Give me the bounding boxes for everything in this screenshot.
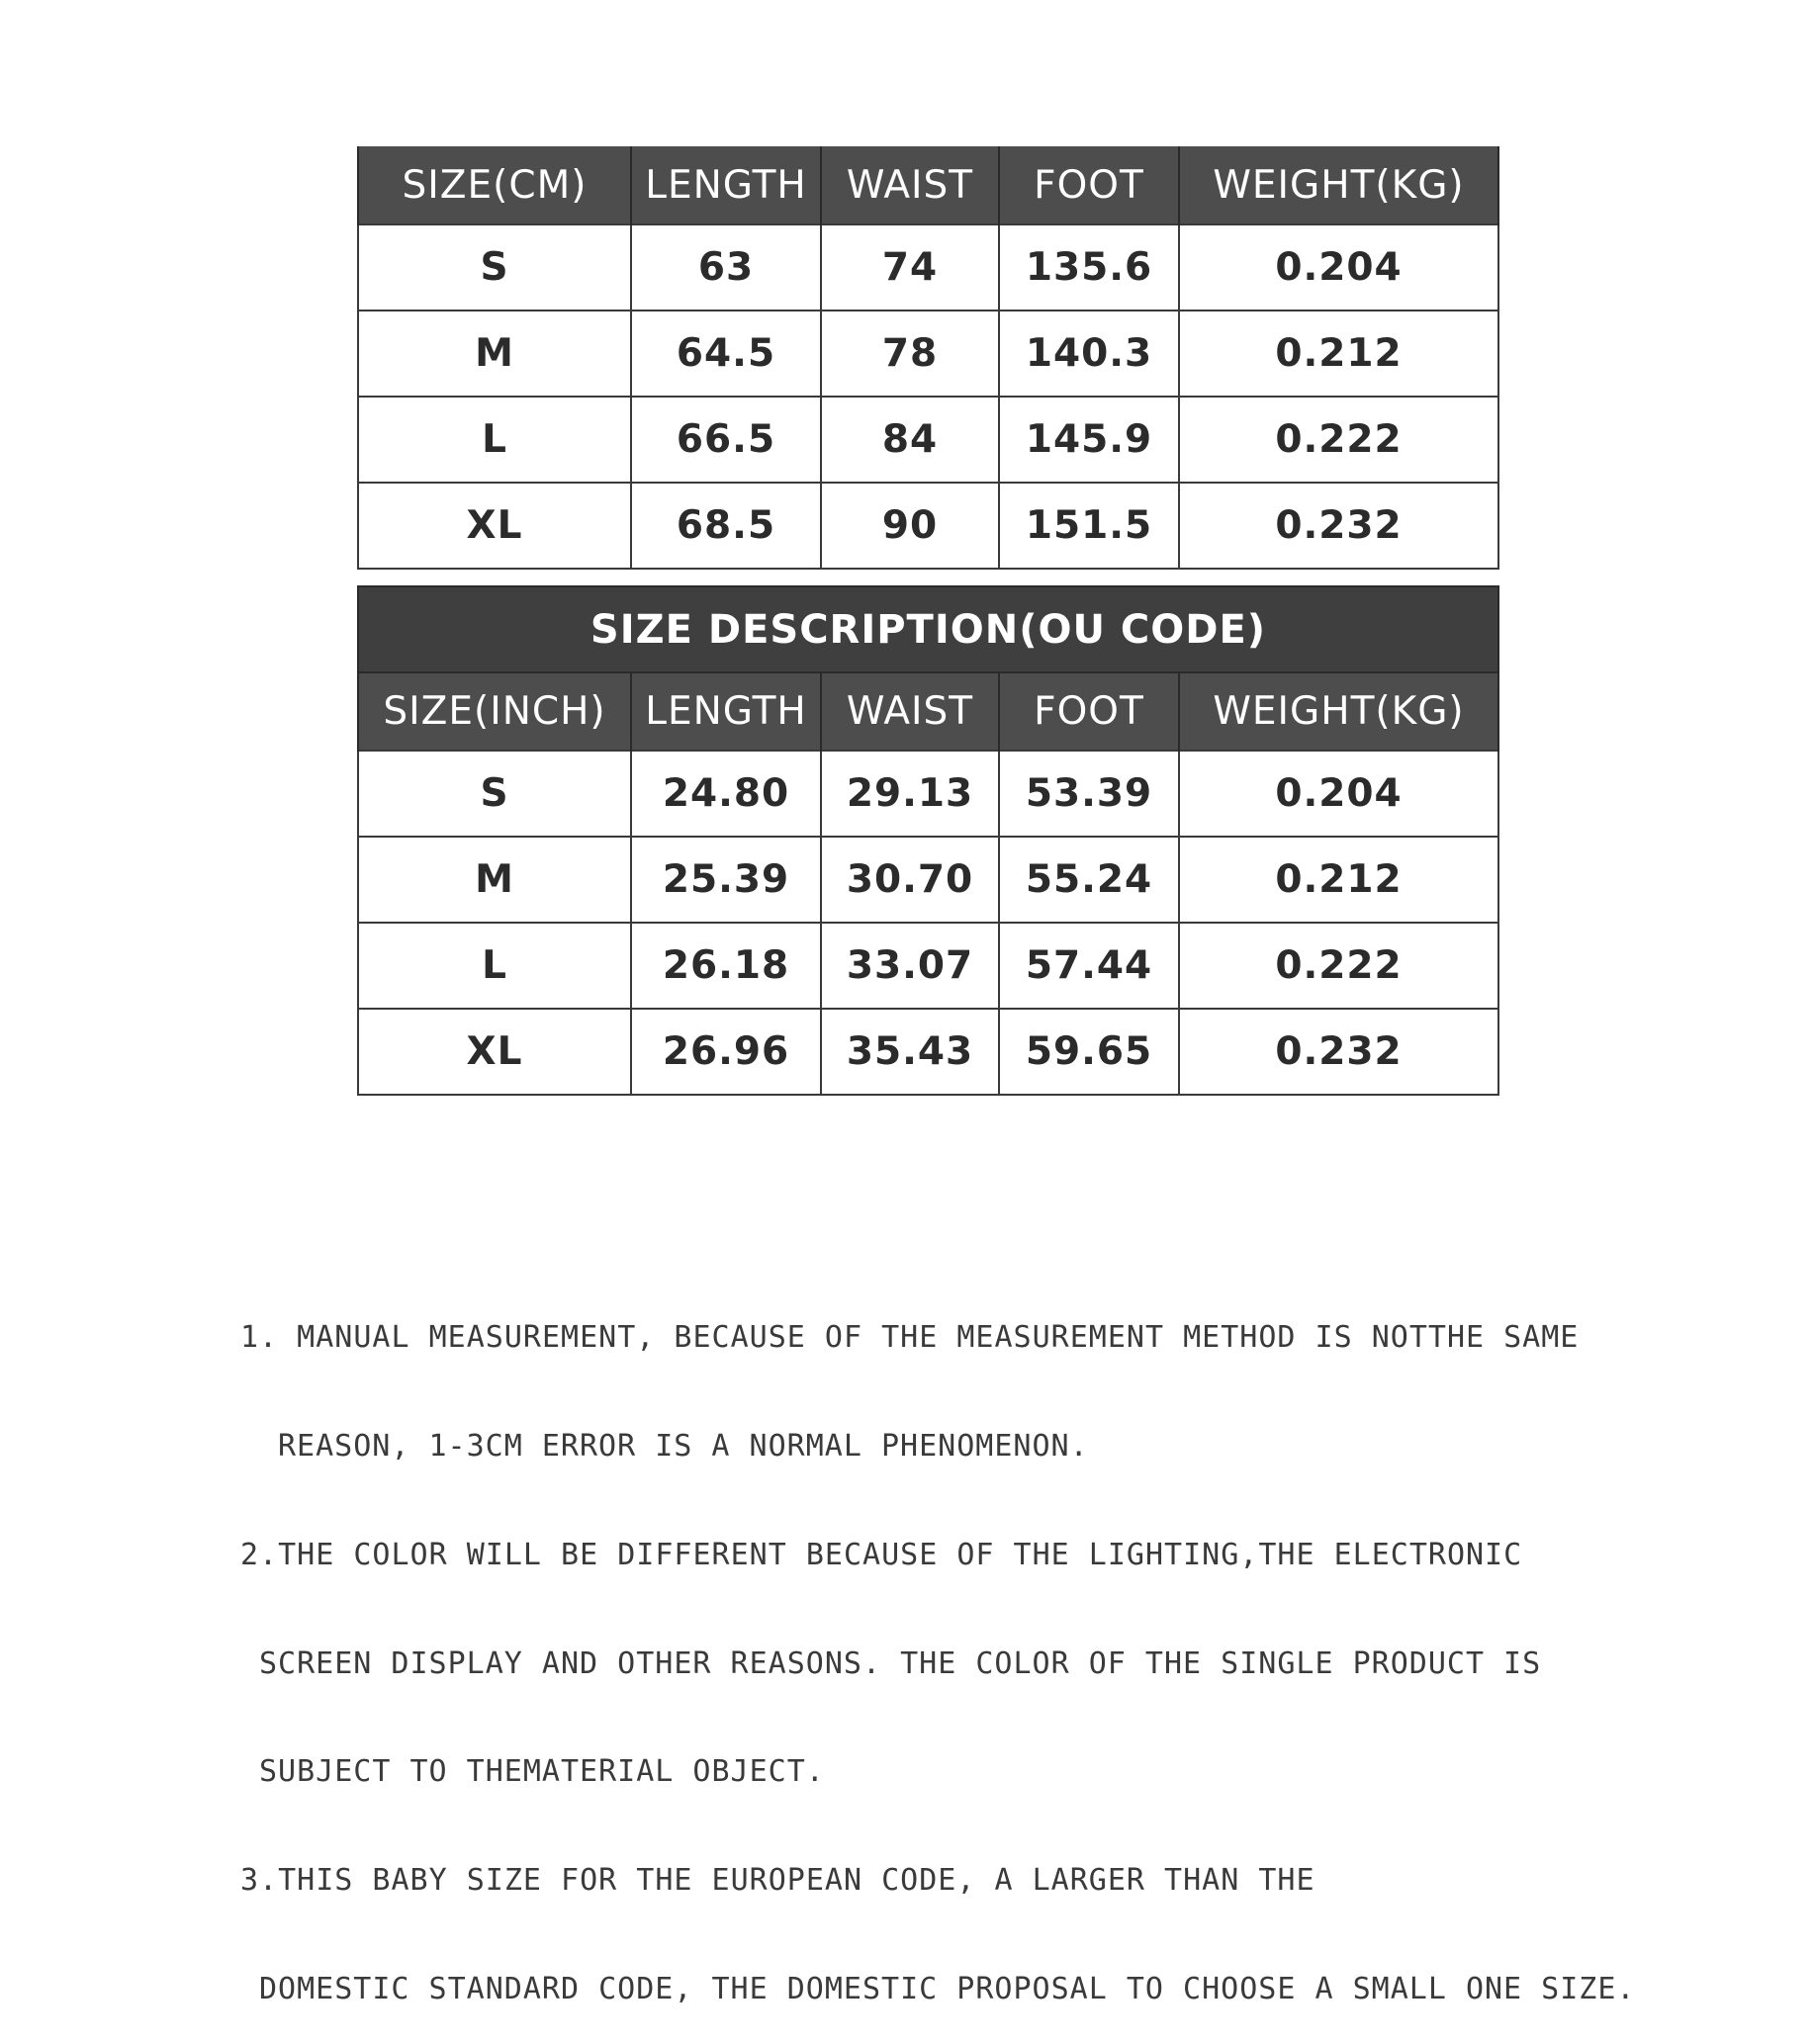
table-cell: 74 (821, 224, 999, 311)
table-cell: 0.204 (1179, 224, 1498, 311)
table-cell: 140.3 (999, 311, 1179, 397)
column-header: LENGTH (631, 146, 821, 224)
column-header: LENGTH (631, 672, 821, 751)
table-cell: 68.5 (631, 483, 821, 569)
table-cell: 59.65 (999, 1009, 1179, 1095)
column-header: WAIST (821, 146, 999, 224)
table-cell: 0.212 (1179, 311, 1498, 397)
table-cell: 29.13 (821, 751, 999, 837)
table-cell: 0.212 (1179, 837, 1498, 923)
table-cell: 53.39 (999, 751, 1179, 837)
table-cell: 145.9 (999, 397, 1179, 483)
table-cell: 66.5 (631, 397, 821, 483)
table-row (358, 483, 1498, 569)
size-table-inch (357, 585, 1499, 1096)
table-title: SIZE DESCRIPTION(OU CODE) (358, 586, 1498, 672)
table-cell: S (358, 224, 631, 311)
table-cell: 90 (821, 483, 999, 569)
table-header-row (358, 146, 1498, 224)
table-cell: 30.70 (821, 837, 999, 923)
table-cell: 0.232 (1179, 1009, 1498, 1095)
table-cell: M (358, 311, 631, 397)
table-cell: 151.5 (999, 483, 1179, 569)
table-cell: 63 (631, 224, 821, 311)
table-row (358, 224, 1498, 311)
table-cell: S (358, 751, 631, 837)
table-row (358, 837, 1498, 923)
table-row (358, 397, 1498, 483)
table-cell: 26.96 (631, 1009, 821, 1095)
size-notes (240, 1248, 1724, 2044)
column-header: SIZE(CM) (358, 146, 631, 224)
table-cell: 26.18 (631, 923, 821, 1009)
note-line: 1. MANUAL MEASUREMENT, BECAUSE OF THE MEASUREMENT METHOD IS NOTTHE SAME (240, 1320, 1580, 1356)
table-cell: 78 (821, 311, 999, 397)
table-title-row (358, 586, 1498, 672)
note-line: DOMESTIC STANDARD CODE, THE DOMESTIC PROPOSAL TO CHOOSE A SMALL ONE SIZE. (259, 1971, 1636, 2006)
table-cell: XL (358, 1009, 631, 1095)
table-cell: 25.39 (631, 837, 821, 923)
note-line: REASON, 1-3CM ERROR IS A NORMAL PHENOMENON. (278, 1428, 1089, 1464)
table-cell: 55.24 (999, 837, 1179, 923)
column-header: FOOT (999, 146, 1179, 224)
table-cell: 0.222 (1179, 397, 1498, 483)
table-cell: 35.43 (821, 1009, 999, 1095)
table-row (358, 311, 1498, 397)
column-header: WAIST (821, 672, 999, 751)
table-cell: L (358, 923, 631, 1009)
table-row (358, 923, 1498, 1009)
column-header: WEIGHT(KG) (1179, 672, 1498, 751)
table-header-row (358, 672, 1498, 751)
table-cell: L (358, 397, 631, 483)
column-header: WEIGHT(KG) (1179, 146, 1498, 224)
table-row (358, 751, 1498, 837)
note-line: SUBJECT TO THEMATERIAL OBJECT. (259, 1754, 825, 1790)
column-header: SIZE(INCH) (358, 672, 631, 751)
table-cell: 33.07 (821, 923, 999, 1009)
table-cell: 0.222 (1179, 923, 1498, 1009)
table-row (358, 1009, 1498, 1095)
note-line: 2.THE COLOR WILL BE DIFFERENT BECAUSE OF THE LIGHTING,THE ELECTRONIC (240, 1537, 1523, 1572)
table-cell: 135.6 (999, 224, 1179, 311)
table-cell: 57.44 (999, 923, 1179, 1009)
table-cell: 84 (821, 397, 999, 483)
table-cell: XL (358, 483, 631, 569)
size-table-cm (357, 146, 1499, 570)
note-line: SCREEN DISPLAY AND OTHER REASONS. THE COLOR OF THE SINGLE PRODUCT IS (259, 1645, 1542, 1681)
column-header: FOOT (999, 672, 1179, 751)
table-cell: M (358, 837, 631, 923)
table-cell: 64.5 (631, 311, 821, 397)
table-cell: 24.80 (631, 751, 821, 837)
table-cell: 0.204 (1179, 751, 1498, 837)
note-line: 3.THIS BABY SIZE FOR THE EUROPEAN CODE, A LARGER THAN THE (240, 1863, 1315, 1899)
table-cell: 0.232 (1179, 483, 1498, 569)
